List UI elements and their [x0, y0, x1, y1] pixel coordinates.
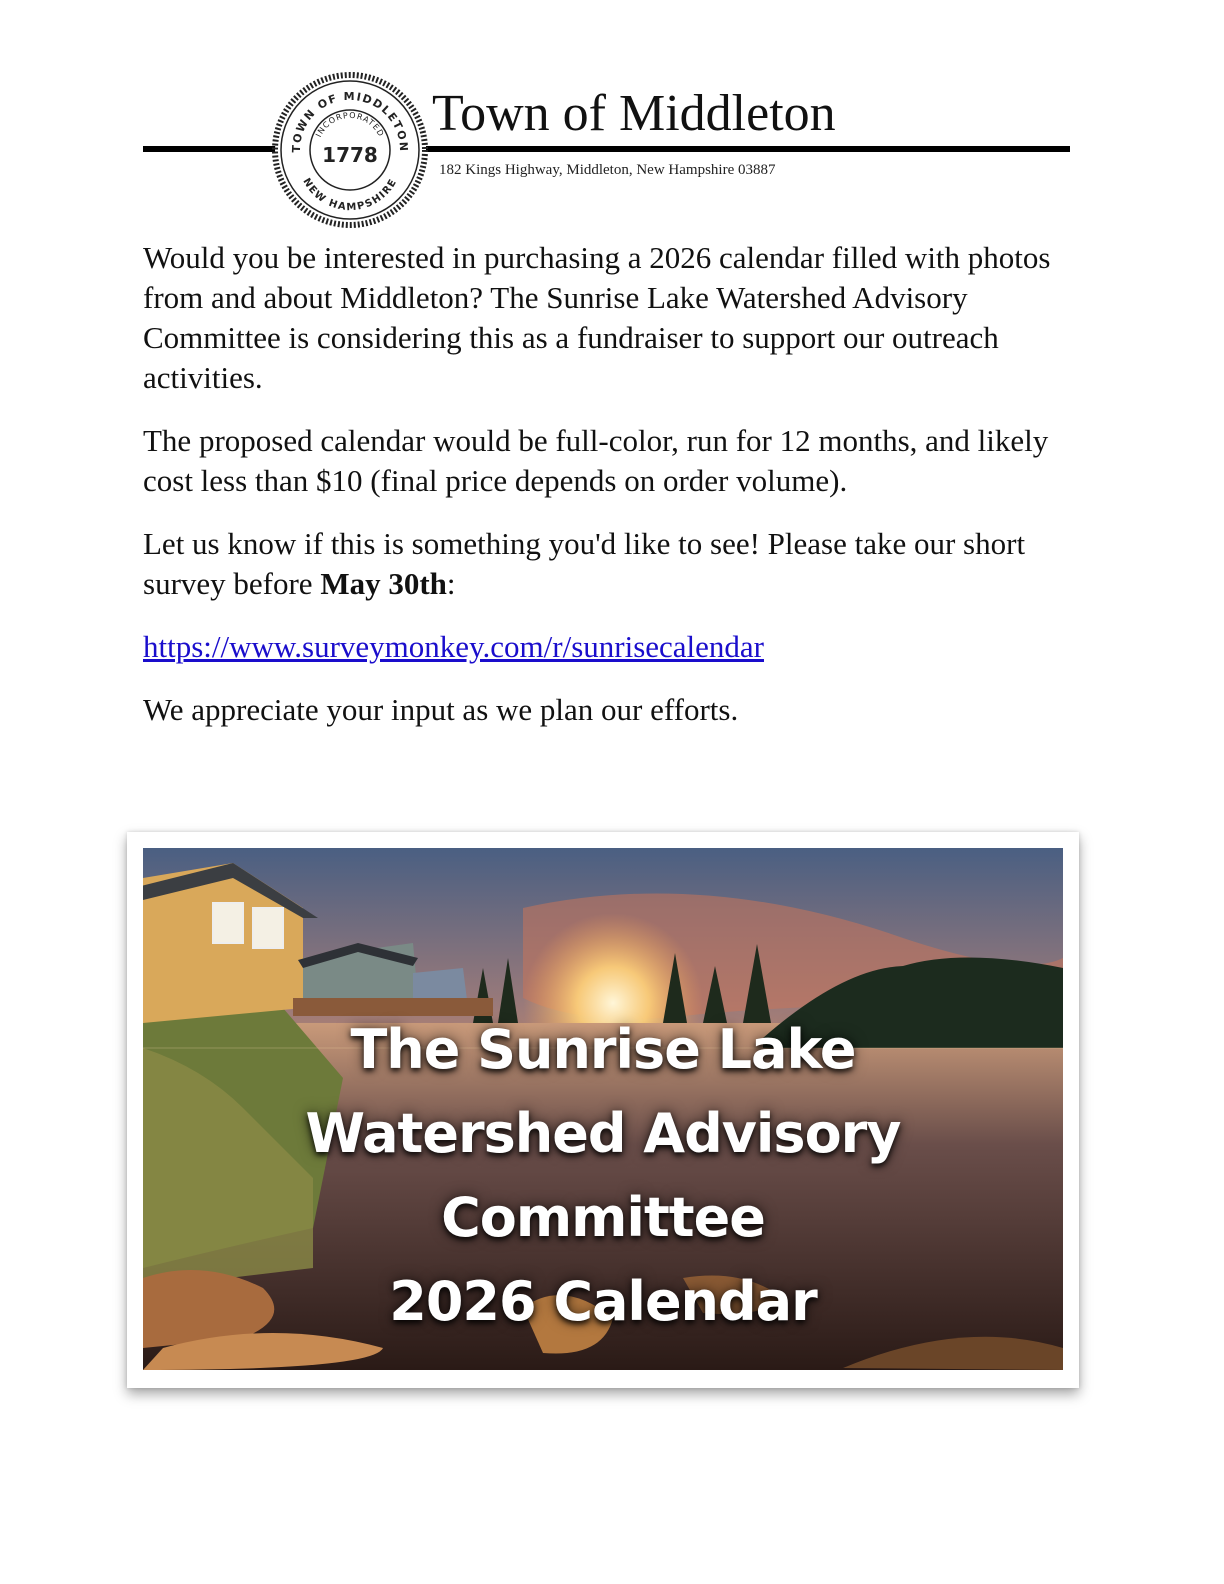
seal-inner-text: INCORPORATED: [314, 110, 386, 139]
letterhead: [0, 0, 1224, 240]
header-rule-left: [143, 146, 285, 152]
town-seal-icon: [270, 70, 430, 230]
paragraph-closing: We appreciate your input as we plan our efforts.: [143, 692, 739, 727]
survey-colon: :: [446, 566, 456, 601]
header-rule-right: [426, 146, 1070, 152]
paragraph-link: [143, 627, 1073, 667]
calendar-title-line-1: The Sunrise Lake: [350, 1018, 856, 1081]
paragraph-details: The proposed calendar would be full-color, run for 12 months, and likely cost less than $10 (final price depends on order volume).: [143, 423, 1049, 498]
town-name: Town of Middleton: [432, 85, 836, 142]
calendar-image-card: [127, 832, 1079, 1388]
seal-top-text: TOWN OF MIDDLETON: [289, 89, 411, 153]
calendar-title: [143, 1008, 1063, 1344]
seal-bottom-text: NEW HAMPSHIRE: [300, 176, 400, 214]
town-address: 182 Kings Highway, Middleton, New Hampshire 03887: [439, 162, 776, 178]
calendar-cover-image: [143, 848, 1063, 1370]
calendar-title-line-3: 2026 Calendar: [389, 1270, 817, 1333]
seal-year: 1778: [322, 143, 378, 167]
survey-link[interactable]: https://www.surveymonkey.com/r/sunrisecalendar: [143, 629, 764, 664]
paragraph-intro: Would you be interested in purchasing a 2026 calendar filled with photos from and about Middleton? The Sunrise Lake Watershed Advisory Committee is considering this as a fundraiser to support our outreach activities.: [143, 240, 1051, 395]
calendar-title-line-2: Watershed Advisory Committee: [305, 1102, 901, 1249]
paragraph-survey: [143, 524, 1073, 604]
survey-lead-text: Let us know if this is something you'd like to see! Please take our short survey before: [143, 526, 1026, 601]
survey-deadline: May 30th: [320, 566, 447, 601]
letter-body: [143, 238, 1073, 753]
